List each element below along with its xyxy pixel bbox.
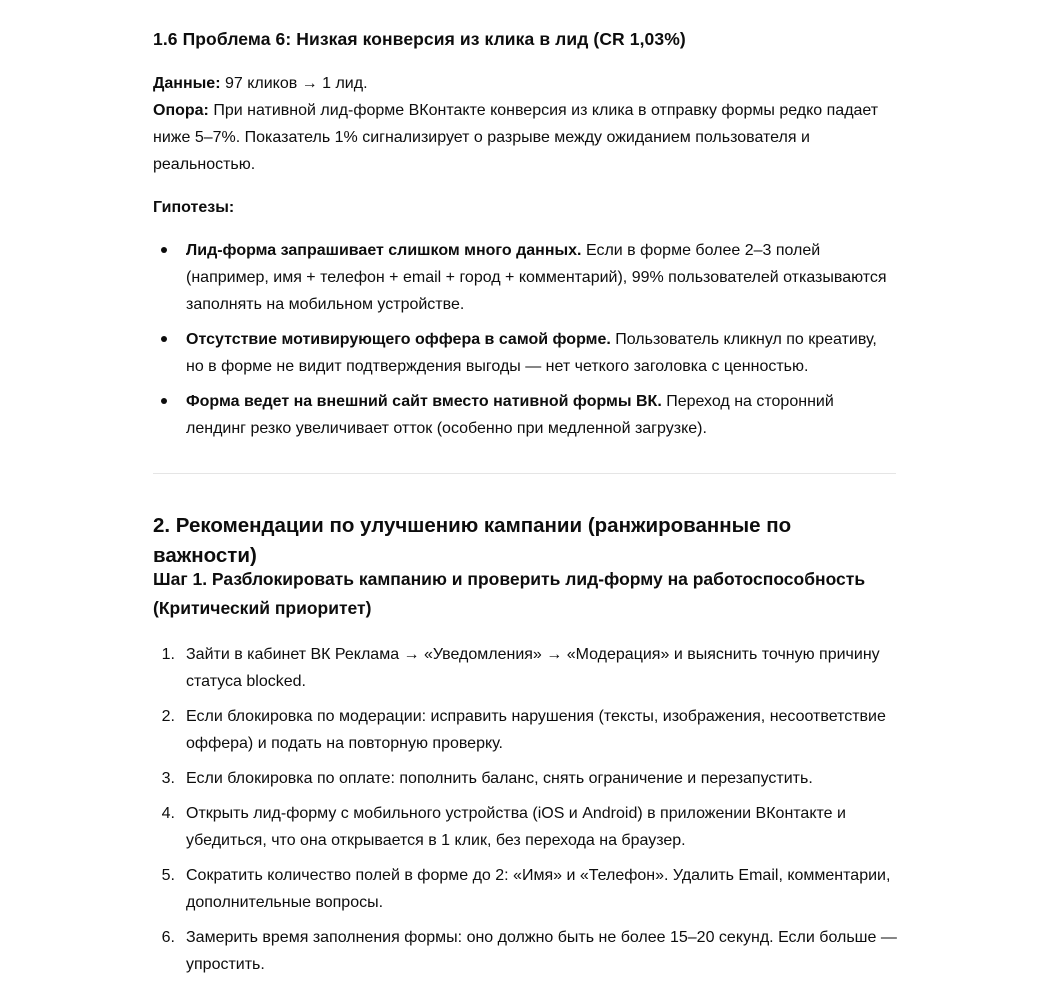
- hypothesis-text: Пользователь кликнул по креативу, но в форме не видит подтверждения выгоды — нет четкого заголовка с ценностью.: [186, 331, 877, 375]
- step-number: 3.: [161, 770, 175, 787]
- step-text: Если блокировка по оплате: пополнить баланс, снять ограничение и перезапустить.: [186, 770, 813, 787]
- step-number: 5.: [161, 867, 175, 884]
- section-heading-problem-6: 1.6 Проблема 6: Низкая конверсия из клика в лид (CR 1,03%): [153, 29, 686, 49]
- step-number: 2.: [161, 708, 175, 725]
- basis-text: При нативной лид-форме ВКонтакте конверсия из клика в отправку формы редко падает ниже 5–7%. Показатель 1% сигнализирует о разрыве между ожиданием пользователя и реальностью.: [153, 102, 879, 173]
- bullet-icon: [161, 247, 167, 253]
- bullet-icon: [161, 336, 167, 342]
- list-item: [153, 326, 898, 380]
- step-text: Если блокировка по модерации: исправить нарушения (тексты, изображения, несоответствие оффера) и подать на повторную проверку.: [186, 708, 886, 752]
- step-heading-1: Шаг 1. Разблокировать кампанию и проверить лид-форму на работоспособность (Критический приоритет): [153, 569, 866, 618]
- list-item: [153, 765, 898, 792]
- hypotheses-label: Гипотезы:: [153, 199, 235, 216]
- step-text: Сократить количество полей в форме до 2: «Имя» и «Телефон». Удалить Email, комментарии, дополнительные вопросы.: [186, 867, 891, 911]
- list-item: [153, 641, 898, 695]
- list-item: [153, 862, 898, 916]
- step-number: 4.: [161, 805, 175, 822]
- bullet-icon: [161, 398, 167, 404]
- basis-label: Опора:: [153, 102, 209, 119]
- step-text: Замерить время заполнения формы: оно должно быть не более 15–20 секунд. Если больше — упростить.: [186, 929, 897, 973]
- section-divider: [153, 473, 896, 474]
- data-text: 97 кликов → 1 лид.: [220, 75, 368, 92]
- step-text: Открыть лид-форму с мобильного устройства (iOS и Android) в приложении ВКонтакте и убедиться, что она открывается в 1 клик, без перехода на браузер.: [186, 805, 846, 849]
- hypothesis-bold: Форма ведет на внешний сайт вместо нативной формы ВК.: [186, 393, 662, 410]
- list-item: [153, 237, 898, 318]
- hypothesis-text: Если в форме более 2–3 полей (например, имя + телефон + email + город + комментарий), 99% пользователей отказываются заполнять на мобильном устройстве.: [186, 242, 887, 313]
- hypotheses-list: [153, 237, 898, 450]
- basis-paragraph: [153, 97, 898, 178]
- step-number: 1.: [161, 646, 175, 663]
- list-item: [153, 924, 898, 978]
- hypothesis-bold: Отсутствие мотивирующего оффера в самой форме.: [186, 331, 611, 348]
- list-item: [153, 388, 898, 442]
- step-text: Зайти в кабинет ВК Реклама → «Уведомления» → «Модерация» и выяснить точную причину статуса blocked.: [186, 646, 880, 690]
- list-item: [153, 703, 898, 757]
- data-paragraph: [153, 70, 368, 97]
- step-number: 6.: [161, 929, 175, 946]
- list-item: [153, 800, 898, 854]
- steps-list: [153, 641, 898, 986]
- hypothesis-bold: Лид-форма запрашивает слишком много данных.: [186, 242, 582, 259]
- data-label: Данные:: [153, 75, 221, 92]
- hypothesis-text: Переход на сторонний лендинг резко увеличивает отток (особенно при медленной загрузке).: [186, 393, 834, 437]
- section-heading-recommendations: 2. Рекомендации по улучшению кампании (ранжированные по важности): [153, 514, 792, 567]
